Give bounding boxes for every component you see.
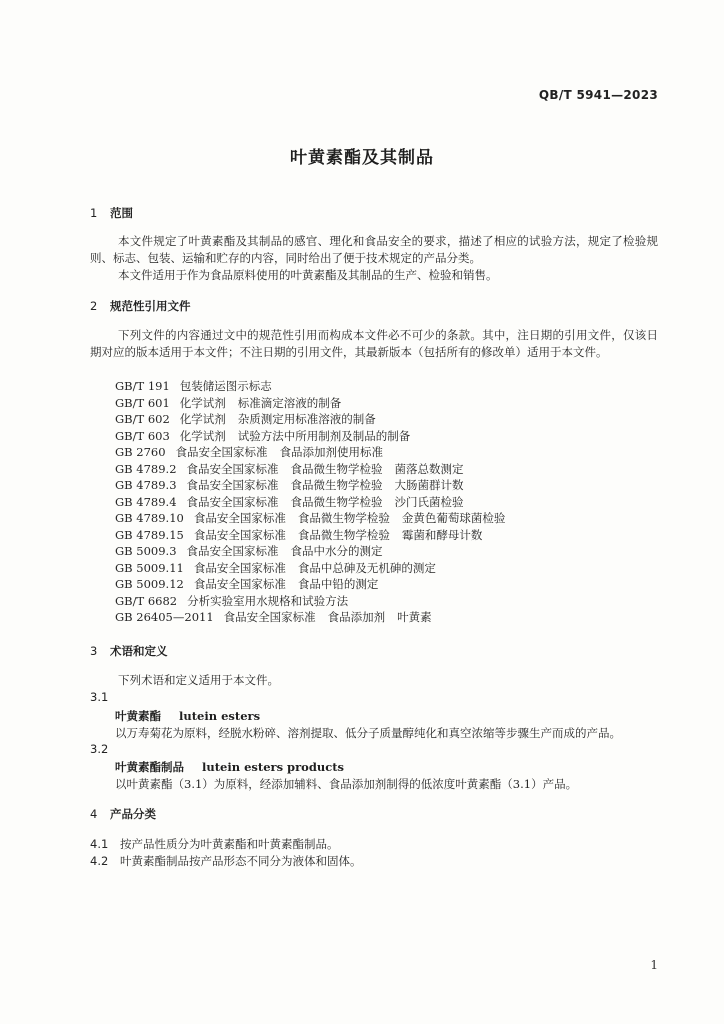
reference-title-part: 分析实验室用水规格和试验方法 — [187, 593, 349, 608]
reference-title-part: 食品安全国家标准 — [186, 494, 279, 509]
section-title: 术语和定义 — [110, 644, 168, 658]
reference-item — [115, 527, 505, 544]
reference-title-part: 叶黄素 — [397, 610, 432, 624]
item-text: 叶黄素酯制品按产品形态不同分为液体和固体。 — [120, 854, 362, 868]
section-4-heading — [90, 806, 156, 822]
section-number: 3 — [90, 644, 98, 658]
reference-title-part: 食品安全国家标准 — [223, 610, 316, 624]
reference-title-part: 食品中总砷及无机砷的测定 — [297, 560, 436, 575]
standard-code: QB/T 5941—2023 — [538, 88, 658, 102]
reference-title-part: 沙门氏菌检验 — [394, 494, 464, 509]
item-number: 4.1 — [90, 837, 109, 851]
classification-item — [90, 836, 339, 852]
reference-title-part: 化学试剂 — [179, 412, 226, 426]
reference-title-part: 包装储运图示标志 — [179, 379, 272, 393]
reference-code: GB/T 603 — [115, 428, 170, 443]
term-number: 3.2 — [90, 742, 109, 756]
item-text: 按产品性质分为叶黄素酯和叶黄素酯制品。 — [120, 837, 339, 851]
references-intro: 下列文件的内容通过文中的规范性引用而构成本文件必不可少的条款。其中，注日期的引用文件，仅该日期对应的版本适用于本文件；不注日期的引用文件，其最新版本（包括所有的修改单）适用于本文件。 — [90, 328, 658, 359]
reference-title-part: 食品安全国家标准 — [193, 527, 286, 542]
reference-item — [115, 411, 505, 428]
section-3-heading — [90, 643, 168, 659]
term-zh: 叶黄素酯 — [115, 709, 161, 723]
terms-intro: 下列术语和定义适用于本文件。 — [118, 673, 279, 687]
reference-item — [115, 576, 505, 593]
reference-item — [115, 510, 505, 527]
reference-code: GB 4789.4 — [115, 494, 177, 509]
section-number: 2 — [90, 299, 98, 313]
reference-code: GB 4789.10 — [115, 511, 184, 525]
reference-code: GB/T 6682 — [115, 593, 178, 608]
reference-item — [115, 378, 505, 395]
reference-title-part: 食品安全国家标准 — [193, 560, 286, 575]
reference-item — [115, 428, 505, 445]
reference-code: GB 4789.3 — [115, 478, 177, 492]
reference-item — [115, 593, 505, 610]
classification-item — [90, 853, 362, 869]
reference-title-part: 金黄色葡萄球菌检验 — [401, 511, 506, 525]
reference-code: GB 5009.11 — [115, 560, 184, 575]
reference-title-part: 食品安全国家标准 — [186, 461, 279, 476]
section-title: 产品分类 — [110, 807, 156, 821]
section-2-heading — [90, 298, 191, 314]
reference-code: GB 26405—2011 — [115, 610, 214, 624]
reference-title-part: 食品中水分的测定 — [290, 544, 383, 558]
reference-title-part: 食品安全国家标准 — [193, 577, 286, 591]
reference-list — [115, 378, 505, 626]
reference-title-part: 标准滴定溶液的制备 — [237, 395, 342, 410]
reference-title-part: 化学试剂 — [179, 428, 226, 443]
section-title: 规范性引用文件 — [110, 299, 191, 313]
reference-code: GB 5009.3 — [115, 544, 177, 558]
term-heading — [115, 708, 260, 724]
reference-title-part: 食品添加剂使用标准 — [279, 445, 384, 459]
reference-title-part: 食品微生物学检验 — [290, 478, 383, 492]
term-number: 3.1 — [90, 690, 109, 704]
reference-item — [115, 444, 505, 461]
reference-title-part: 食品安全国家标准 — [186, 478, 279, 492]
term-definition: 以叶黄素酯（3.1）为原料，经添加辅料、食品添加剂制得的低浓度叶黄素酯（3.1）产品。 — [115, 777, 578, 791]
reference-title-part: 试验方法中所用制剂及制品的制备 — [237, 428, 411, 443]
reference-code: GB 4789.2 — [115, 461, 177, 476]
term-en: lutein esters products — [202, 760, 345, 774]
term-heading — [115, 759, 344, 775]
reference-title-part: 杂质测定用标准溶液的制备 — [237, 412, 376, 426]
reference-code: GB 5009.12 — [115, 577, 184, 591]
section-1-heading — [90, 205, 133, 221]
reference-code: GB/T 601 — [115, 395, 170, 410]
term-definition: 以万寿菊花为原料，经脱水粉碎、溶剂提取、低分子质量醇纯化和真空浓缩等步骤生产而成的产品。 — [115, 726, 621, 740]
section-number: 1 — [90, 206, 98, 220]
term-en: lutein esters — [179, 709, 261, 723]
reference-title-part: 食品安全国家标准 — [175, 445, 268, 459]
reference-item — [115, 461, 505, 478]
reference-item — [115, 395, 505, 412]
reference-code: GB/T 602 — [115, 412, 170, 426]
reference-title-part: 化学试剂 — [179, 395, 226, 410]
reference-item — [115, 494, 505, 511]
reference-title-part: 食品微生物学检验 — [297, 527, 390, 542]
reference-title-part: 食品微生物学检验 — [290, 494, 383, 509]
item-number: 4.2 — [90, 854, 109, 868]
reference-item — [115, 477, 505, 494]
reference-title-part: 食品微生物学检验 — [290, 461, 383, 476]
reference-code: GB 4789.15 — [115, 527, 184, 542]
reference-title-part: 食品安全国家标准 — [193, 511, 286, 525]
scope-paragraph-1: 本文件规定了叶黄素酯及其制品的感官、理化和食品安全的要求，描述了相应的试验方法，规定了检验规则、标志、包装、运输和贮存的内容，同时给出了便于技术规定的产品分类。 — [90, 234, 658, 265]
scope-paragraph-2: 本文件适用于作为食品原料使用的叶黄素酯及其制品的生产、检验和销售。 — [118, 268, 498, 282]
section-number: 4 — [90, 807, 98, 821]
reference-title-part: 菌落总数测定 — [394, 461, 464, 476]
reference-code: GB 2760 — [115, 445, 166, 459]
reference-code: GB/T 191 — [115, 379, 170, 393]
reference-item — [115, 560, 505, 577]
reference-title-part: 霉菌和酵母计数 — [401, 527, 483, 542]
section-title: 范围 — [110, 206, 133, 220]
reference-title-part: 食品中铅的测定 — [297, 577, 379, 591]
reference-item — [115, 609, 505, 626]
reference-item — [115, 543, 505, 560]
reference-title-part: 食品添加剂 — [327, 610, 386, 624]
reference-title-part: 食品微生物学检验 — [297, 511, 390, 525]
reference-title-part: 食品安全国家标准 — [186, 544, 279, 558]
page-number: 1 — [650, 958, 658, 972]
term-zh: 叶黄素酯制品 — [115, 760, 184, 774]
reference-title-part: 大肠菌群计数 — [394, 478, 464, 492]
document-title: 叶黄素酯及其制品 — [290, 148, 434, 168]
